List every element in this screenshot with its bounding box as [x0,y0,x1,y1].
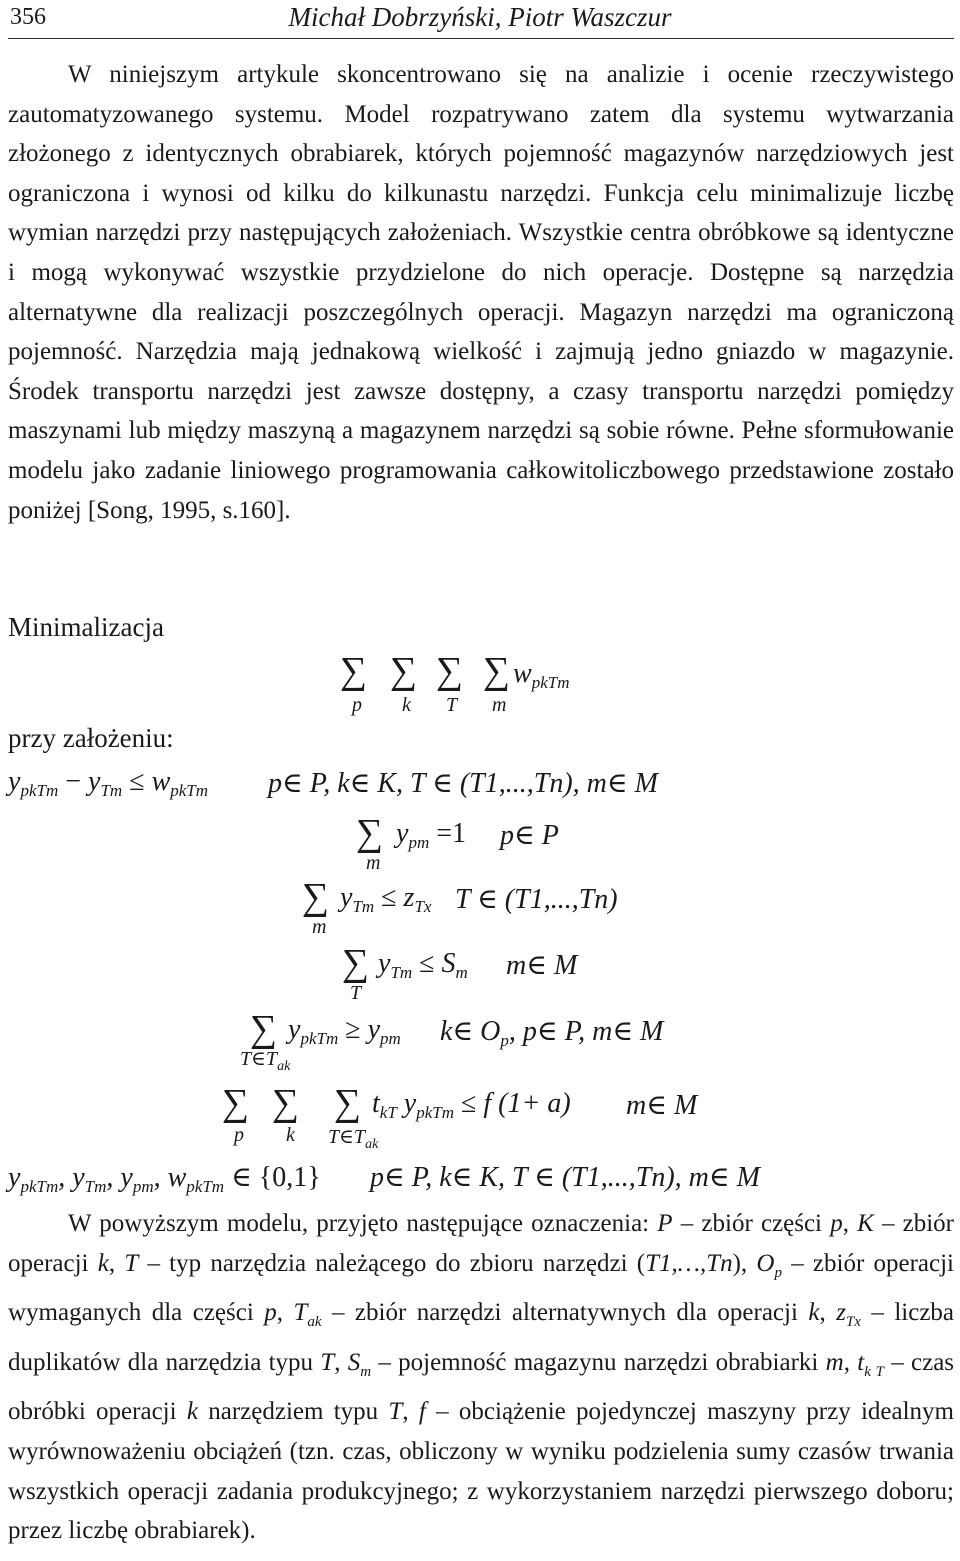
sum-index: $T\in T_{ak}$ [328,1126,379,1152]
constraint-lhs: $y_{pkTm} \ge y_{pm}$ [288,1014,401,1048]
sum-symbol: ∑ [342,942,370,984]
sum-symbol: ∑ [222,1082,250,1124]
constraint-lhs: $y_{Tm} \le z_{Tx}$ [340,882,432,916]
constraint-domain: m∈ M [506,950,578,981]
constraint-domain: k∈ $O_p$, p∈ P, m∈ M [440,1016,664,1050]
sum-index: T [446,694,458,716]
constraint-lhs: $y_{pkTm} - y_{Tm} \le w_{pkTm}$ [8,766,209,800]
sum-index: m [366,852,381,874]
constraint-domain: m∈ M [626,1090,698,1121]
sum-symbol: ∑ [334,1082,362,1124]
sum-symbol: ∑ [302,876,330,918]
constraint-domain: T ∈ (T1,...,Tn) [455,884,618,915]
sum-symbol: ∑ [356,812,384,854]
constraint-lhs: $y_{pm} =1$ [396,818,467,852]
sum-symbol: ∑ [250,1008,278,1050]
binary-variables: $y_{pkTm}$, $y_{Tm}$, $y_{pm}$, $w_{pkTm}$ ∈ {0,1} [8,1162,321,1196]
sum-index: p [352,694,362,716]
notation-paragraph-block [8,1204,954,1551]
sum-index: k [286,1124,295,1146]
sum-index: $T\in T_{ak}$ [240,1048,291,1074]
intro-paragraph: W niniejszym artykule skoncentrowano się na analizie i ocenie rzeczywistego zautomatyzowanego systemu. Model rozpatrywano zatem dla systemu wytwarzania złożonego z identycznych obrabiarek, których pojemność magazynów narzędziowych jest ograniczona i wynosi od kilku do kilkunastu narzędzi. Funkcja celu minimalizuje liczbę wymian narzędzi przy następujących założeniach. Wszystkie centra obróbkowe są identyczne i mogą wykonywać wszystkie przydzielone do nich operacje. Dostępne są narzędzia alternatywne dla realizacji poszczególnych operacji. Magazyn narzędzi ma ograniczoną pojemność. Narzędzia mają jednakową wielkość i zajmują jedno gniazdo w magazynie. Środek transportu narzędzi jest zawsze dostępny, a czasy transportu narzędzi pomiędzy maszynami lub między maszyną a magazynem narzędzi są sobie równe. Pełne sformułowanie modelu jako zadanie liniowego programowania całkowitoliczbowego przedstawione zostało poniżej [Song, 1995, s.160]. [8,61,954,524]
running-header-authors: Michał Dobrzyński, Piotr Waszczur [288,2,672,32]
constraint-domain: p∈ P, k∈ K, T ∈ (T1,...,Tn), m∈ M [268,768,658,799]
sum-index: m [492,694,507,716]
header-rule [8,38,954,39]
sum-index: p [234,1124,244,1146]
constraint-domain: p∈ P [500,820,559,851]
sum-symbol: ∑ [272,1082,300,1124]
constraint-lhs: $y_{Tm} \le S_m$ [378,948,468,982]
objective-term: $w_{pkTm}$ [513,658,570,692]
page-number: 356 [10,4,46,30]
sum-symbol: ∑ [436,650,464,692]
label-constraints: przy założeniu: [8,723,174,753]
constraint-domain: p∈ P, k∈ K, T ∈ (T1,...,Tn), m∈ M [370,1162,760,1193]
sum-symbol: ∑ [340,650,368,692]
notation-paragraph: W powyższym modelu, przyjęto następujące oznaczenia: P – zbiór części p, K – zbiór operacji k, T – typ narzędzia należącego do zbioru narzędzi (T1,…,Tn), $O_p$ – zbiór operacji wymaganych dla części p, $T_{ak}$ – zbiór narzędzi alternatywnych dla operacji k, $z_{Tx}$ – liczba duplikatów dla narzędzia typu T, $S_m$ – pojemność magazynu narzędzi obrabiarki m, $t_{k T}$ – czas obróbki operacji k narzędziem typu T, f – obciążenie pojedynczej maszyny przy idealnym wyrównoważeniu obciążeń (tzn. czas, obliczony w wyniku podzielenia sumy czasów trwania wszystkich operacji zadania produkcyjnego; z wykorzystaniem narzędzi pierwszego doboru; przez liczbę obrabiarek). [8,1210,955,1545]
constraint-lhs: $t_{kT}$ $y_{pkTm} \le f$ (1+ a) [372,1088,571,1122]
sum-symbol: ∑ [483,650,511,692]
sum-index: m [312,916,327,938]
sum-index: T [350,982,362,1004]
sum-symbol: ∑ [390,650,418,692]
intro-paragraph-block [8,55,954,530]
label-minimization: Minimalizacja [8,612,164,642]
sum-index: k [402,694,411,716]
